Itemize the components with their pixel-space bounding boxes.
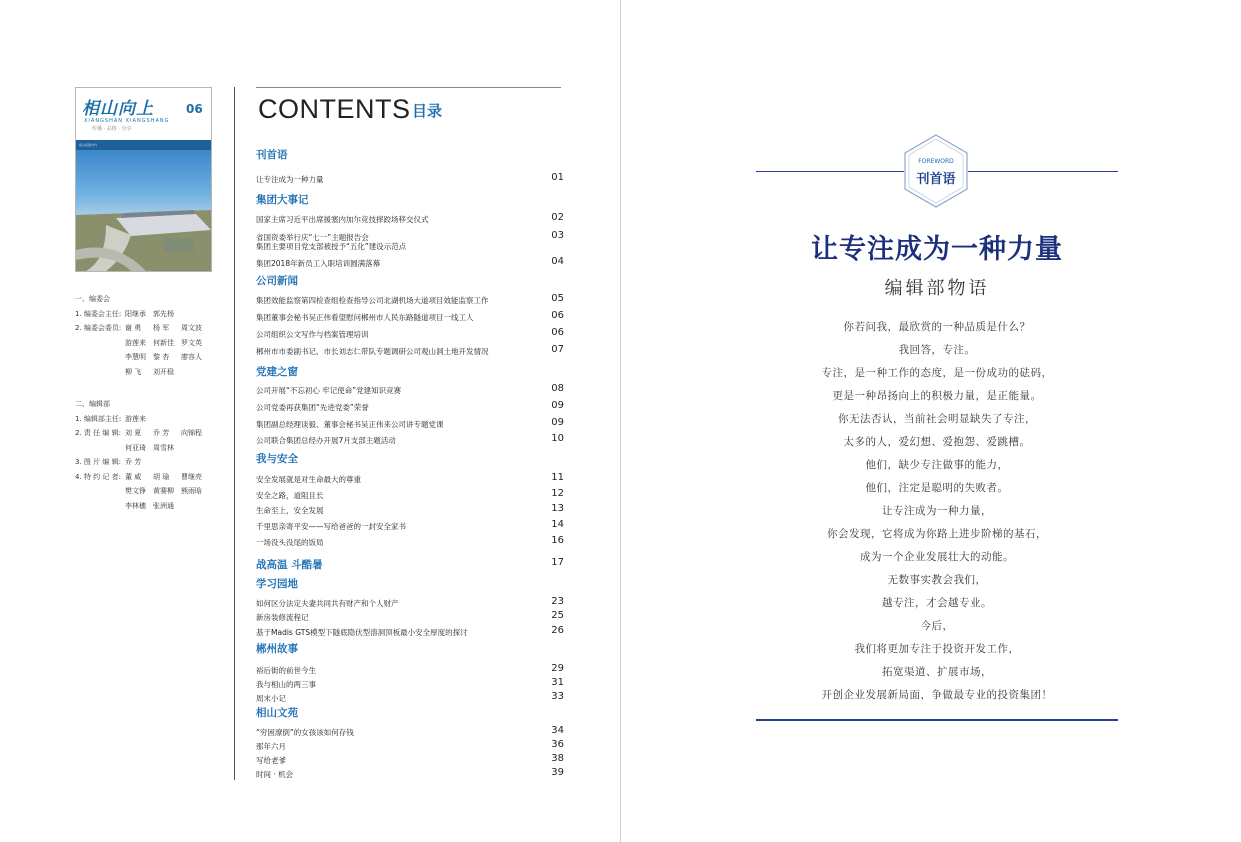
toc-entry[interactable]	[256, 769, 566, 780]
contents-top-rule	[256, 87, 561, 88]
toc-page-number: 23	[551, 596, 564, 607]
credit-name: 向锦程	[181, 429, 202, 437]
credit-name: 谢 勇	[125, 324, 142, 332]
credit-row	[75, 499, 203, 514]
foreword-rule-left	[756, 171, 904, 172]
editors-heading: 二、编辑部	[75, 400, 110, 408]
credit-name: 罗文英	[181, 338, 202, 347]
toc-entry[interactable]	[256, 402, 566, 413]
foreword-line: 越专注，才会越专业。	[882, 597, 992, 609]
toc-page-number: 04	[551, 256, 564, 267]
foreword-line: 让专注成为一种力量，	[882, 505, 992, 517]
toc-entry-title: “穷困潦倒”的女孩该如何存钱	[256, 728, 354, 737]
credit-role: 4. 特 约 记 者:	[75, 472, 121, 481]
toc-entry-title: 集团主要项目党支部被授予“五化”建设示范点	[256, 242, 407, 251]
foreword-line: 无数事实教会我们，	[887, 574, 987, 586]
toc-entry-title: 公司联合集团总经办开展7月支部主题活动	[256, 436, 396, 445]
toc-page-number: 07	[551, 344, 564, 355]
credit-row	[75, 412, 203, 427]
toc-page-number: 29	[551, 663, 564, 674]
toc-entry[interactable]	[256, 665, 566, 676]
foreword-line: 更是一种昂扬向上的积极力量，是正能量。	[832, 390, 1042, 402]
credit-name: 周文波	[181, 324, 202, 332]
committee-group	[75, 292, 203, 379]
toc-entry[interactable]	[256, 755, 566, 766]
cover-issue-number: 06	[186, 102, 203, 116]
toc-entry-title: 裕后街的前世今生	[256, 666, 316, 675]
toc-entry[interactable]	[256, 214, 566, 225]
credit-row	[75, 470, 203, 485]
contents-subtitle: 目录	[412, 102, 443, 120]
credit-name: 刘开稳	[153, 367, 174, 376]
foreword-line: 太多的人，爱幻想、爱抱怨、爱跳槽。	[843, 436, 1031, 448]
toc-section-label: 我与安全	[256, 453, 298, 465]
toc-page-number: 14	[551, 519, 564, 530]
toc-section-label: 党建之窗	[256, 366, 298, 378]
toc-entry[interactable]	[256, 741, 566, 752]
credit-role: 1. 编委会主任:	[75, 309, 122, 318]
toc-section-label: 集团大事记	[256, 194, 309, 206]
cover-airport-illustration	[76, 140, 211, 271]
credit-row	[75, 441, 203, 456]
toc-page-number: 03	[551, 230, 564, 241]
toc-entry-title: 新房装修流程记	[256, 613, 309, 622]
foreword-line: 他们，注定是聪明的失败者。	[865, 482, 1009, 494]
toc-section-title[interactable]	[256, 451, 566, 466]
toc-entry-title: 如何区分法定夫妻共同共有财产和个人财产	[256, 599, 399, 608]
toc-page-number: 08	[551, 383, 564, 394]
toc-entry[interactable]	[256, 258, 566, 269]
toc-page-number: 06	[551, 327, 564, 338]
foreword-line: 你会发现，它将成为你路上进步阶梯的基石，	[827, 528, 1047, 540]
toc-page-number: 10	[551, 433, 564, 444]
toc-entry-title: 省国资委举行庆“七一”主题报告会	[256, 233, 369, 242]
toc-entry-title: 一场没头没尾的饭局	[256, 538, 324, 547]
toc-section-label: 郴州故事	[256, 643, 298, 655]
credit-name: 黎 杏	[153, 353, 170, 361]
toc-entry-title: 集团2018年新员工入职培训圆满落幕	[256, 259, 381, 268]
foreword-line: 他们，缺少专注做事的能力，	[865, 459, 1009, 471]
toc-page-number: 05	[551, 293, 564, 304]
toc-section-title[interactable]	[256, 192, 566, 207]
toc-page-number: 38	[551, 753, 564, 764]
toc-entry[interactable]	[256, 679, 566, 690]
credit-role: 2. 编委会委员:	[75, 324, 122, 332]
toc-page-number: 16	[551, 535, 564, 546]
credit-row	[75, 484, 203, 499]
foreword-rule-right	[968, 171, 1118, 172]
cover-title: 相山向上	[82, 99, 154, 119]
toc-entry-title: 国家主席习近平出席援塞内加尔竞技摔跤场移交仪式	[256, 215, 429, 224]
toc-entry-title: 那年六月	[256, 742, 286, 751]
toc-page-number: 02	[551, 212, 564, 223]
foreword-bottom-rule	[756, 719, 1118, 721]
committee-heading: 一、编委会	[75, 295, 110, 303]
foreword-line: 我们将更加专注于投资开发工作，	[854, 643, 1020, 655]
credit-name: 周雪林	[153, 443, 174, 452]
toc-entry-title: 基于Madis GTS模型下隧底隐伏型溶洞顶板最小安全厚度的探讨	[256, 628, 468, 637]
contents-title: CONTENTS	[258, 94, 411, 124]
toc-section-label: 公司新闻	[256, 275, 298, 287]
foreword-line: 开创企业发展新局面，争做最专业的投资集团！	[821, 689, 1053, 701]
toc-entry-title: 集团董事会秘书吴正伟看望慰问郴州市人民东路隧道项目一线工人	[256, 313, 474, 322]
toc-entry-title: 周末小记	[256, 694, 286, 703]
toc-page-number: 33	[551, 691, 564, 702]
credit-name: 李林穗	[125, 501, 146, 510]
credit-name: 杨 军	[153, 324, 170, 332]
foreword-subtitle: 编辑部物语	[884, 278, 990, 299]
editors-group	[75, 397, 203, 513]
credit-name: 樊文铮	[125, 487, 146, 495]
foreword-line: 专注，是一种工作的态度，是一份成功的砝码，	[821, 367, 1053, 379]
toc-page-number: 11	[551, 472, 564, 483]
credit-name: 郭先杨	[153, 309, 174, 318]
toc-entry[interactable]	[256, 174, 566, 185]
column-divider	[234, 87, 235, 780]
foreword-line: 今后，	[920, 620, 954, 632]
toc-page-number: 06	[551, 310, 564, 321]
credit-name: 刘 夏	[125, 429, 142, 437]
credit-name: 阳继承	[125, 309, 146, 318]
toc-entry[interactable]	[256, 521, 566, 532]
credit-name: 李慧明	[125, 353, 146, 361]
toc-entry[interactable]	[256, 329, 566, 340]
toc-page-number: 13	[551, 503, 564, 514]
cover-banner-text: 相山集团内刊	[79, 143, 98, 147]
credit-role: 1. 编辑部主任:	[75, 414, 122, 423]
credit-row	[75, 455, 203, 470]
toc-page-number: 36	[551, 739, 564, 750]
toc-page-number: 34	[551, 725, 564, 736]
toc-entry[interactable]	[256, 612, 566, 623]
credit-row	[75, 336, 203, 351]
foreword-line: 成为一个企业发展壮大的动能。	[860, 551, 1014, 563]
toc-page-number: 01	[551, 172, 564, 183]
toc-entry[interactable]	[256, 627, 566, 638]
toc-page-number: 17	[551, 557, 564, 568]
credit-name: 胡 瑜	[153, 472, 170, 481]
toc-entry-title: 我与相山的两三事	[256, 680, 316, 689]
toc-section-title[interactable]	[256, 576, 566, 591]
toc-entry[interactable]	[256, 490, 566, 501]
toc-page-number: 31	[551, 677, 564, 688]
toc-entry[interactable]	[256, 598, 566, 609]
toc-page-number: 39	[551, 767, 564, 778]
cover-header	[76, 88, 211, 140]
toc-section-title[interactable]	[256, 364, 566, 379]
toc-section-label: 刊首语	[256, 149, 288, 161]
toc-entry-title: 公司开展“不忘初心 牢记使命”党建知识竞赛	[256, 386, 402, 395]
toc-entry[interactable]	[256, 346, 566, 357]
toc-entry[interactable]	[256, 241, 566, 252]
toc-entry[interactable]	[256, 474, 566, 485]
editorial-credits	[75, 292, 203, 525]
toc-entry[interactable]	[256, 727, 566, 738]
toc-section-title[interactable]	[256, 641, 566, 656]
toc-entry[interactable]	[256, 693, 566, 704]
toc-entry-title: 集团副总经理谈毅、董事会秘书吴正伟来公司讲专题党课	[256, 420, 444, 429]
toc-page-number: 12	[551, 488, 564, 499]
credit-name: 乔 芳	[153, 429, 170, 437]
toc-entry-title: 时间 · 机会	[256, 770, 294, 779]
foreword-body	[756, 316, 1118, 707]
toc-entry[interactable]	[256, 537, 566, 548]
toc-section-label: 学习园地	[256, 578, 298, 590]
foreword-line: 拓宽渠道、扩展市场，	[882, 666, 992, 678]
toc-entry-title: 生命至上，安全发展	[256, 506, 324, 515]
foreword-badge-cn: 刊首语	[916, 172, 956, 187]
toc-entry[interactable]	[256, 419, 566, 430]
foreword-badge-en: FOREWORD	[918, 158, 954, 165]
credit-row	[75, 307, 203, 322]
foreword-title: 让专注成为一种力量	[811, 234, 1063, 265]
foreword-line: 你无法否认，当前社会明显缺失了专注，	[838, 413, 1036, 425]
toc-entry-title: 公司党委再获集团“先进党委”荣誉	[256, 403, 369, 412]
page-spine	[620, 0, 621, 842]
toc-section-title[interactable]	[256, 557, 566, 572]
cover-pinyin: XIANGSHAN XIANGSHANG	[84, 118, 170, 124]
toc-entry-title: 让专注成为一种力量	[256, 175, 324, 184]
toc-section-title[interactable]	[256, 273, 566, 288]
toc-section-title[interactable]	[256, 147, 566, 162]
toc-page-number: 25	[551, 610, 564, 621]
toc-entry-title: 写给老爹	[256, 756, 286, 765]
credit-name: 曹继亮	[181, 472, 202, 481]
credit-name: 熊雨晗	[181, 487, 202, 495]
toc-section-label: 战高温 斗酷暑	[256, 559, 323, 571]
credit-name: 游莲来	[125, 338, 146, 347]
credit-role: 2. 责 任 编 辑:	[75, 429, 121, 437]
credit-name: 乔 芳	[125, 458, 142, 466]
toc-page-number: 26	[551, 625, 564, 636]
toc-entry-title: 千里思亲寄平安——写给爸爸的一封安全家书	[256, 522, 406, 531]
toc-section-title[interactable]	[256, 705, 566, 720]
toc-entry[interactable]	[256, 295, 566, 306]
toc-entry-title: 集团效能监察第四检查组检查指导公司北湖机场大道项目效能监察工作	[256, 296, 489, 305]
credit-name: 董 威	[125, 472, 142, 481]
toc-entry-title: 郴州市市委副书记、市长刘志仁带队专题调研公司观山洞土地开发情况	[256, 347, 489, 356]
toc-entry[interactable]	[256, 505, 566, 516]
credit-row	[75, 426, 203, 441]
toc-entry-title: 安全发展就是对生命最大的尊重	[256, 475, 361, 484]
credit-row	[75, 350, 203, 365]
foreword-line: 我回答，专注。	[898, 344, 976, 356]
toc-entry[interactable]	[256, 385, 566, 396]
toc-page-number: 09	[551, 417, 564, 428]
credit-name: 黄赛柳	[153, 487, 174, 495]
credit-role: 3. 图 片 编 辑:	[75, 458, 121, 466]
credit-name: 何亚琦	[125, 443, 146, 452]
credit-row	[75, 365, 203, 380]
foreword-line: 你若问我，最欣赏的一种品质是什么？	[843, 321, 1031, 333]
toc-entry[interactable]	[256, 435, 566, 446]
credit-name: 何新佳	[153, 338, 174, 347]
credit-name: 柳 飞	[125, 367, 142, 376]
credit-name: 廖容人	[181, 353, 202, 361]
toc-page-number: 09	[551, 400, 564, 411]
toc-entry-title: 公司组织公文写作与档案管理培训	[256, 330, 369, 339]
credit-row	[75, 321, 203, 336]
toc-entry-title: 安全之路，道阻且长	[256, 491, 324, 500]
toc-section-label: 相山文苑	[256, 707, 298, 719]
credit-name: 游莲来	[125, 414, 146, 423]
cover-tagline: 传播 · 品格 · 分享	[92, 126, 132, 132]
magazine-cover[interactable]	[75, 87, 212, 272]
toc-entry[interactable]	[256, 312, 566, 323]
credit-name: 张洲通	[153, 501, 174, 510]
